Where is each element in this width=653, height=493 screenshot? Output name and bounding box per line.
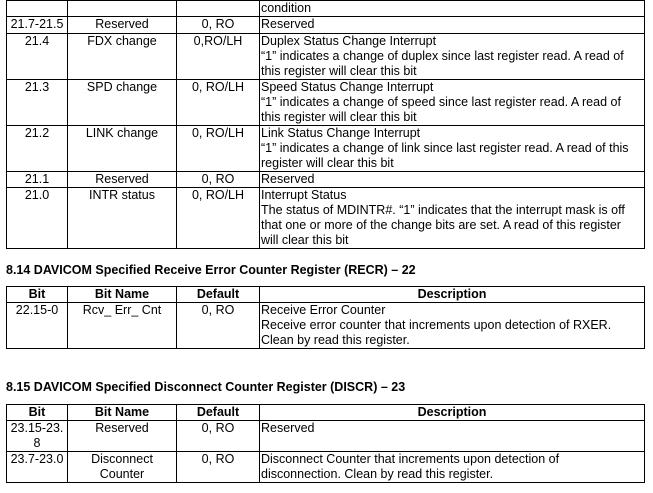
table-row xyxy=(7,188,645,249)
default-cell: 0, RO xyxy=(177,303,260,349)
table-row xyxy=(7,421,645,452)
bit-name-cell: Disconnect Counter xyxy=(68,452,177,483)
bit-name-cell: Reserved xyxy=(68,421,177,452)
bit-cell: 23.7-23.0 xyxy=(7,452,68,483)
default-cell: 0, RO/LH xyxy=(177,126,260,172)
bit-name-cell: LINK change xyxy=(68,126,177,172)
header-default: Default xyxy=(177,405,260,421)
table-header-row xyxy=(7,287,645,303)
description-cell: Reserved xyxy=(260,172,645,188)
default-cell: 0, RO xyxy=(177,452,260,483)
table-row xyxy=(7,452,645,483)
register-21-table xyxy=(6,0,645,249)
section-title-8-14: 8.14 DAVICOM Specified Receive Error Counter Register (RECR) – 22 xyxy=(6,263,416,277)
header-bit-name: Bit Name xyxy=(68,287,177,303)
bit-name-cell: INTR status xyxy=(68,188,177,249)
description-cell: Link Status Change Interrupt “1” indicates a change of link since last register read. A read of this register will clear this bit xyxy=(260,126,645,172)
default-cell: 0, RO xyxy=(177,17,260,34)
table-row xyxy=(7,303,645,349)
description-cell: condition xyxy=(260,1,645,17)
discr-table xyxy=(6,404,645,483)
header-description: Description xyxy=(260,287,645,303)
header-bit: Bit xyxy=(7,405,68,421)
bit-cell: 21.0 xyxy=(7,188,68,249)
table-row xyxy=(7,80,645,126)
section-title-8-15: 8.15 DAVICOM Specified Disconnect Counter Register (DISCR) – 23 xyxy=(6,380,406,394)
bit-name-cell: Reserved xyxy=(68,17,177,34)
description-cell: Duplex Status Change Interrupt “1” indicates a change of duplex since last register read. A read of this register will clear this bit xyxy=(260,34,645,80)
bit-cell: 22.15-0 xyxy=(7,303,68,349)
description-cell: Reserved xyxy=(260,17,645,34)
header-bit-name: Bit Name xyxy=(68,405,177,421)
header-description: Description xyxy=(260,405,645,421)
table-row xyxy=(7,172,645,188)
default-cell: 0, RO/LH xyxy=(177,80,260,126)
description-cell: Reserved xyxy=(260,421,645,452)
default-cell: 0,RO/LH xyxy=(177,34,260,80)
table-row xyxy=(7,126,645,172)
bit-cell: 21.3 xyxy=(7,80,68,126)
description-cell: Receive Error Counter Receive error counter that increments upon detection of RXER. Clean by read this register. xyxy=(260,303,645,349)
table-row xyxy=(7,34,645,80)
header-default: Default xyxy=(177,287,260,303)
bit-cell: 23.15-23. 8 xyxy=(7,421,68,452)
bit-name-cell: Reserved xyxy=(68,172,177,188)
table-header-row xyxy=(7,405,645,421)
bit-cell: 21.7-21.5 xyxy=(7,17,68,34)
recr-table xyxy=(6,286,645,349)
description-cell: Speed Status Change Interrupt “1” indicates a change of speed since last register read. A read of this register will clear this bit xyxy=(260,80,645,126)
bit-name-cell: Rcv_ Err_ Cnt xyxy=(68,303,177,349)
table-row xyxy=(7,17,645,34)
default-cell: 0, RO/LH xyxy=(177,188,260,249)
description-cell: Interrupt Status The status of MDINTR#. “1” indicates that the interrupt mask is off that one or more of the change bits are set. A read of this register will clear this bit xyxy=(260,188,645,249)
bit-cell: 21.1 xyxy=(7,172,68,188)
bit-cell: 21.4 xyxy=(7,34,68,80)
bit-name-cell: FDX change xyxy=(68,34,177,80)
header-bit: Bit xyxy=(7,287,68,303)
table-row xyxy=(7,1,645,17)
bit-name-cell: SPD change xyxy=(68,80,177,126)
description-cell: Disconnect Counter that increments upon detection of disconnection. Clean by read this register. xyxy=(260,452,645,483)
bit-cell: 21.2 xyxy=(7,126,68,172)
default-cell: 0, RO xyxy=(177,421,260,452)
default-cell: 0, RO xyxy=(177,172,260,188)
